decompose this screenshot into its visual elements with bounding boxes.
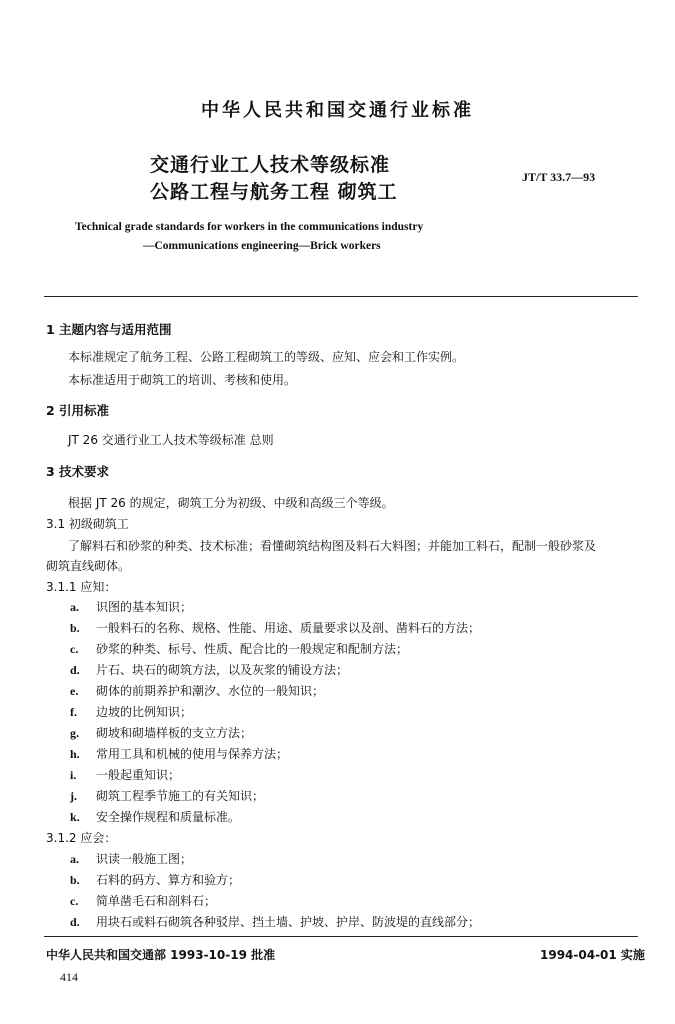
list-item-text: 识图的基本知识； <box>96 600 193 614</box>
list-item-mark: b. <box>70 873 80 887</box>
section-3-1-2-heading: 3.1.2 应会： <box>46 831 117 845</box>
list-item-text: 简单凿毛石和剖料石； <box>96 894 217 908</box>
list-item <box>70 724 252 741</box>
list-item-text: 边坡的比例知识； <box>96 705 193 719</box>
list-item-text: 识读一般施工图； <box>96 852 193 866</box>
section-3-1-paragraph-line1: 了解料石和砂浆的种类、技术标准；看懂砌筑结构图及料石大料图；并能加工料石，配制一般砂浆及 <box>68 539 597 553</box>
list-item-text: 砌体的前期养护和潮汐、水位的一般知识； <box>96 684 325 698</box>
list-item <box>70 745 288 762</box>
header-divider <box>44 296 638 297</box>
list-item-mark: d. <box>70 663 80 677</box>
section-3-heading: 3 技术要求 <box>46 464 110 479</box>
list-item-mark: j. <box>70 789 77 803</box>
section-1-paragraph-2: 本标准适用于砌筑工的培训、考核和使用。 <box>68 373 297 387</box>
org-title: 中华人民共和国交通行业标准 <box>201 100 474 121</box>
approval-date: 中华人民共和国交通部 1993-10-19 批准 <box>46 948 276 962</box>
list-item-mark: h. <box>70 747 80 761</box>
list-item-mark: c. <box>70 642 79 656</box>
list-item-mark: f. <box>70 705 77 719</box>
list-item-text: 砌筑工程季节施工的有关知识； <box>96 789 265 803</box>
list-item-mark: d. <box>70 915 80 929</box>
standard-title-line1: 交通行业工人技术等级标准 <box>150 154 391 176</box>
list-item-text: 石料的码方、算方和验方； <box>96 873 241 887</box>
list-item <box>70 661 348 678</box>
list-item <box>70 766 180 783</box>
footer-divider <box>44 936 638 937</box>
list-item-text: 用块石或料石砌筑各种驳岸、挡土墙、护坡、护岸、防波堤的直线部分； <box>96 915 481 929</box>
list-item-mark: i. <box>70 768 77 782</box>
english-title-line2: —Communications engineering—Brick workers <box>143 240 381 252</box>
list-item-mark: c. <box>70 894 79 908</box>
list-item <box>70 913 480 930</box>
list-item-mark: a. <box>70 852 79 866</box>
list-item-mark: e. <box>70 684 79 698</box>
standard-number: JT/T 33.7—93 <box>522 170 596 184</box>
list-item-text: 砌坡和砌墙样板的支立方法； <box>96 726 253 740</box>
section-1-paragraph-1: 本标准规定了航务工程、公路工程砌筑工的等级、应知、应会和工作实例。 <box>68 350 465 364</box>
list-item <box>70 682 324 699</box>
list-item <box>70 703 192 720</box>
list-item-mark: a. <box>70 600 79 614</box>
list-item <box>70 850 192 867</box>
list-item-text: 一般料石的名称、规格、性能、用途、质量要求以及剖、凿料石的方法； <box>96 621 481 635</box>
english-title-line1: Technical grade standards for workers in the communications industry <box>75 221 424 233</box>
section-1-heading: 1 主题内容与适用范围 <box>46 322 172 337</box>
list-item-text: 一般起重知识； <box>96 768 181 782</box>
section-3-1-1-heading: 3.1.1 应知： <box>46 580 117 594</box>
list-item-text: 片石、块石的砌筑方法，以及灰浆的铺设方法； <box>96 663 349 677</box>
list-item-text: 常用工具和机械的使用与保养方法； <box>96 747 289 761</box>
list-item <box>70 892 216 909</box>
list-item <box>70 619 480 636</box>
section-3-paragraph: 根据 JT 26 的规定，砌筑工分为初级、中级和高级三个等级。 <box>68 496 394 510</box>
standard-title-line2: 公路工程与航务工程 砌筑工 <box>150 181 398 203</box>
list-item-text: 安全操作规程和质量标准。 <box>96 810 241 824</box>
list-item <box>70 598 192 615</box>
list-item <box>70 640 408 657</box>
section-3-1-heading: 3.1 初级砌筑工 <box>46 517 129 531</box>
section-2-reference: JT 26 交通行业工人技术等级标准 总则 <box>68 433 274 447</box>
list-item-mark: b. <box>70 621 80 635</box>
list-item-mark: k. <box>70 810 80 824</box>
section-2-heading: 2 引用标准 <box>46 403 110 418</box>
page-number: 414 <box>60 970 78 984</box>
section-3-1-paragraph-line2: 砌筑直线砌体。 <box>46 559 131 573</box>
list-item-text: 砂浆的种类、标号、性质、配合比的一般规定和配制方法； <box>96 642 409 656</box>
list-item <box>70 787 264 804</box>
list-item-mark: g. <box>70 726 79 740</box>
list-item <box>70 871 240 888</box>
list-item <box>70 808 240 825</box>
effective-date: 1994-04-01 实施 <box>540 948 645 962</box>
